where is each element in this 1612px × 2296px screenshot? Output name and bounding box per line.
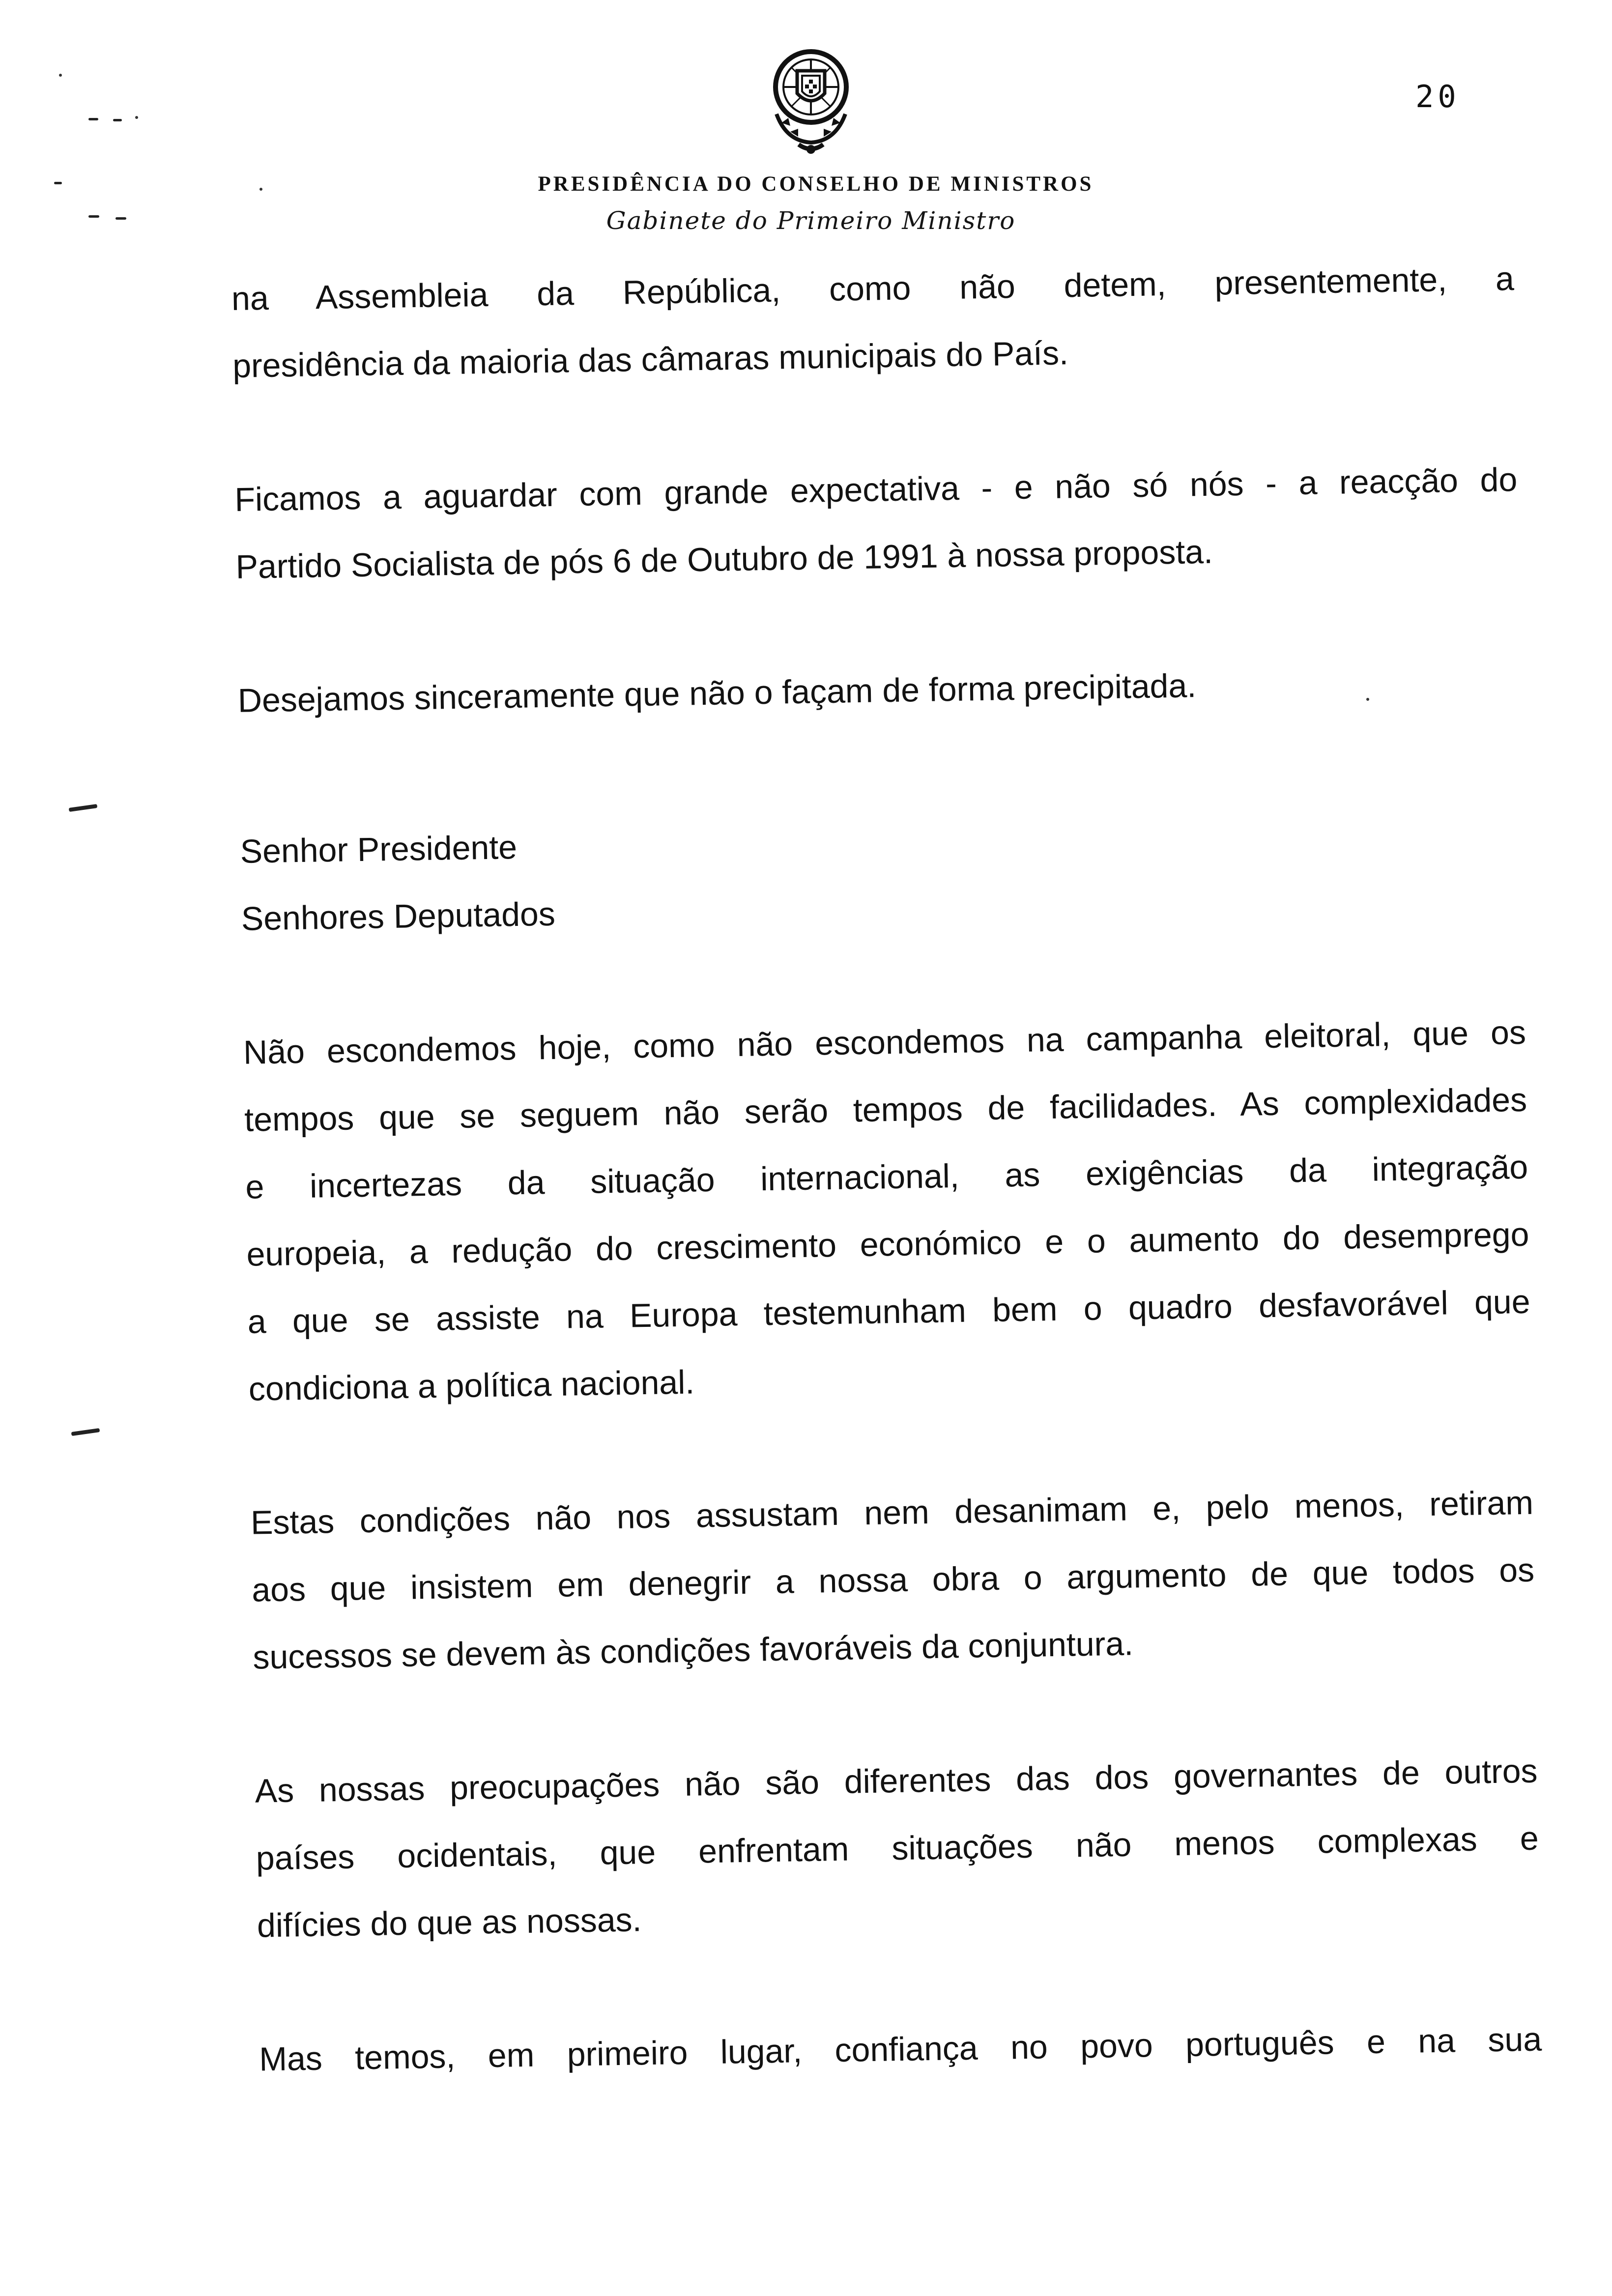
margin-speck [59, 74, 62, 77]
margin-dash [54, 182, 62, 184]
margin-dash [88, 118, 98, 120]
margin-dash [115, 217, 126, 220]
paragraph [259, 2006, 1542, 2094]
letterhead-institution: PRESIDÊNCIA DO CONSELHO DE MINISTROS [538, 172, 1094, 196]
letterhead-office: Gabinete do Primeiro Ministro [606, 206, 1016, 235]
paragraph [234, 446, 1519, 601]
salutation [240, 798, 1525, 953]
text-line: Estas condições não nos assustam nem desanimam e, pelo menos, retiram [250, 1484, 1534, 1542]
text-line: a que se assiste na Europa testemunham bem o quadro desfavorável que [247, 1283, 1531, 1341]
margin-speck [135, 116, 138, 119]
text-line: Não escondemos hoje, como não escondemos na campanha eleitoral, que os [243, 1013, 1526, 1071]
margin-tick [69, 804, 98, 812]
page-number: 20 [1415, 79, 1460, 115]
speech-body [231, 245, 1543, 2160]
text-line: difícies do que as nossas. [257, 1901, 642, 1945]
margin-dash [88, 215, 99, 218]
salutation-line: Senhor Presidente [240, 829, 518, 870]
text-line: condiciona a política nacional. [248, 1363, 695, 1408]
margin-dash [113, 119, 122, 121]
paragraph [255, 1738, 1540, 1960]
margin-tick [71, 1428, 100, 1436]
text-line: Desejamos sinceramente que não o façam de forma precipitada. [237, 667, 1197, 719]
text-line: na Assembleia da República, como não detem, presentemente, a [231, 260, 1515, 317]
paragraph [250, 1469, 1536, 1692]
margin-speck [259, 188, 262, 191]
portuguese-coat-of-arms-icon [752, 40, 870, 158]
coat-of-arms [752, 40, 870, 158]
paragraph [237, 647, 1521, 735]
text-line: aos que insistem em denegrir a nossa obra o argumento de que todos os [251, 1551, 1535, 1609]
salutation-line: Senhores Deputados [241, 895, 556, 938]
text-line: europeia, a redução do crescimento económico e o aumento do desemprego [246, 1215, 1529, 1273]
text-line: Mas temos, em primeiro lugar, confiança no povo português e na sua [259, 2020, 1542, 2078]
text-line: países ocidentais, que enfrentam situações não menos complexas e [256, 1819, 1539, 1877]
text-line: Ficamos a aguardar com grande expectativa - e não só nós - a reacção do [234, 460, 1518, 518]
text-line: Partido Socialista de pós 6 de Outubro de 1991 à nossa proposta. [235, 533, 1213, 586]
text-line: tempos que se seguem não serão tempos de facilidades. As complexidades [244, 1081, 1527, 1139]
paragraph [231, 245, 1516, 400]
text-line: e incertezas da situação internacional, as exigências da integração [245, 1148, 1528, 1206]
text-line: presidência da maioria das câmaras municipais do País. [232, 334, 1069, 385]
text-line: sucessos se devem às condições favoráveis da conjuntura. [252, 1625, 1134, 1676]
paragraph [243, 999, 1532, 1423]
text-line: As nossas preocupações não são diferentes das dos governantes de outros [255, 1752, 1538, 1810]
